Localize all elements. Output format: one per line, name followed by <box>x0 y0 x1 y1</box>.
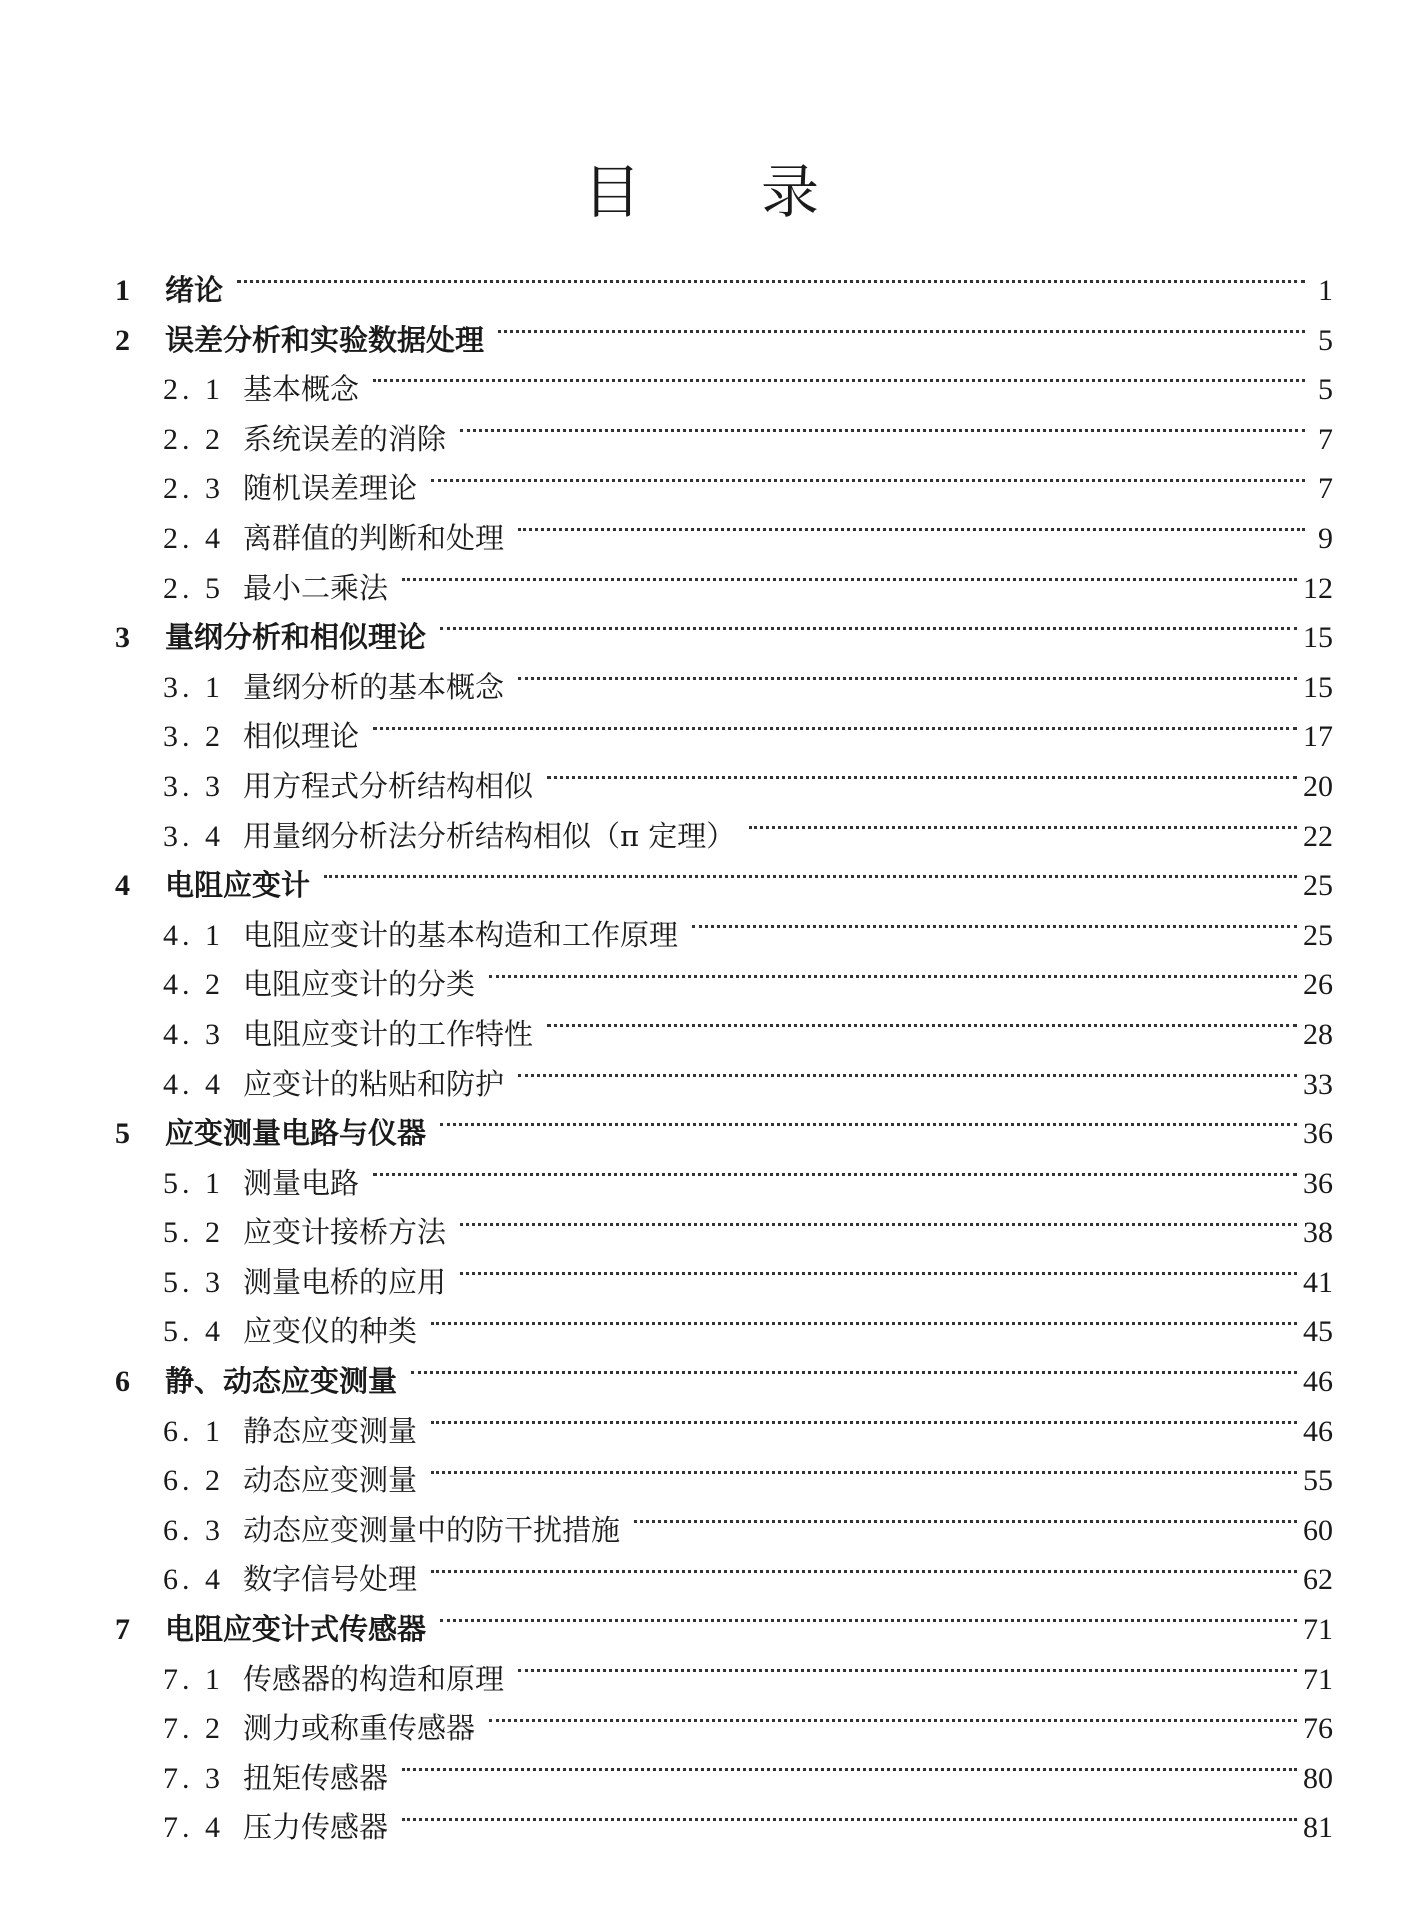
toc-entry-title: 用方程式分析结构相似 <box>243 768 534 803</box>
dot-leader <box>431 1471 1297 1474</box>
toc-entry-page-number: 22 <box>1303 819 1333 853</box>
toc-chapter-entry[interactable] <box>115 266 1333 316</box>
dot-leader <box>402 1818 1297 1821</box>
toc-entry-number: 2. 1 <box>163 373 224 407</box>
toc-entry-title: 系统误差的消除 <box>243 421 447 456</box>
toc-entry-number: 2. 4 <box>163 521 224 555</box>
toc-entry-title: 数字信号处理 <box>243 1562 418 1597</box>
dot-leader <box>411 1371 1297 1374</box>
toc-entry-page-number: 60 <box>1303 1513 1333 1547</box>
toc-entry-number: 3. 1 <box>163 670 224 704</box>
dot-leader <box>547 776 1297 779</box>
toc-chapter-entry[interactable] <box>115 316 1333 366</box>
toc-section-entry[interactable] <box>115 960 1333 1010</box>
toc-entry-title: 量纲分析的基本概念 <box>243 669 505 704</box>
dot-leader <box>692 925 1297 928</box>
toc-chapter-entry[interactable] <box>115 1605 1333 1655</box>
toc-entry-page-number: 81 <box>1303 1811 1333 1845</box>
toc-entry-number: 6. 1 <box>163 1414 224 1448</box>
toc-entry-title: 测量电路 <box>243 1165 360 1200</box>
toc-entry-title: 离群值的判断和处理 <box>243 520 505 555</box>
toc-entry-title: 应变测量电路与仪器 <box>165 1116 427 1151</box>
toc-entry-page-number: 1 <box>1318 274 1333 307</box>
toc-entry-title: 电阻应变计的基本构造和工作原理 <box>243 917 679 952</box>
toc-entry-number: 6. 4 <box>163 1563 224 1597</box>
toc-entry-page-number: 46 <box>1303 1365 1333 1399</box>
toc-entry-title: 电阻应变计的工作特性 <box>243 1016 534 1051</box>
toc-entry-number: 4. 4 <box>163 1067 224 1101</box>
toc-entry-page-number: 7 <box>1318 472 1333 506</box>
toc-section-entry[interactable] <box>115 514 1333 564</box>
dot-leader <box>518 1074 1297 1077</box>
toc-entry-number: 7 <box>115 1613 130 1647</box>
toc-entry-page-number: 28 <box>1303 1017 1333 1051</box>
toc-entry-page-number: 36 <box>1303 1166 1333 1200</box>
toc-entry-number: 5. 3 <box>163 1265 224 1299</box>
toc-section-entry[interactable] <box>115 1208 1333 1258</box>
dot-leader <box>402 578 1297 581</box>
dot-leader <box>489 1719 1297 1722</box>
toc-chapter-entry[interactable] <box>115 613 1333 663</box>
page-title: 目录 <box>582 157 939 226</box>
toc-entry-title: 应变仪的种类 <box>243 1314 418 1349</box>
toc-entry-page-number: 33 <box>1303 1067 1333 1101</box>
toc-entry-number: 4. 1 <box>163 918 224 952</box>
toc-section-entry[interactable] <box>115 1258 1333 1308</box>
toc-entry-title: 电阻应变计式传感器 <box>165 1612 427 1647</box>
toc-entry-number: 4. 2 <box>163 968 224 1002</box>
toc-entry-page-number: 71 <box>1303 1662 1333 1696</box>
toc-entry-page-number: 5 <box>1318 323 1333 357</box>
dot-leader <box>749 826 1297 829</box>
toc-section-entry[interactable] <box>115 1704 1333 1754</box>
toc-entry-number: 5. 1 <box>163 1166 224 1200</box>
toc-entry-page-number: 26 <box>1303 968 1333 1002</box>
toc-entry-number: 3. 2 <box>163 720 224 754</box>
toc-entry-number: 3. 4 <box>163 819 224 853</box>
toc-entry-title: 绪论 <box>165 273 224 307</box>
toc-entry-number: 2. 2 <box>163 422 224 456</box>
toc-section-entry[interactable] <box>115 1655 1333 1705</box>
toc-entry-page-number: 46 <box>1303 1414 1333 1448</box>
toc-entry-number: 2. 3 <box>163 472 224 506</box>
toc-section-entry[interactable] <box>115 1307 1333 1357</box>
dot-leader <box>489 975 1297 978</box>
toc-entry-page-number: 15 <box>1303 670 1333 704</box>
toc-chapter-entry[interactable] <box>115 1357 1333 1407</box>
dot-leader <box>373 379 1305 382</box>
toc-entry-title: 应变计接桥方法 <box>243 1215 447 1250</box>
toc-section-entry[interactable] <box>115 1754 1333 1804</box>
toc-section-entry[interactable] <box>115 1407 1333 1457</box>
toc-entry-title: 误差分析和实验数据处理 <box>165 322 485 357</box>
toc-entry-title: 应变计的粘贴和防护 <box>243 1066 505 1101</box>
toc-entry-number: 2. 5 <box>163 571 224 605</box>
table-of-contents <box>115 266 1333 1853</box>
toc-entry-title: 电阻应变计的分类 <box>243 967 476 1002</box>
toc-entry-number: 2 <box>115 323 130 357</box>
toc-entry-page-number: 25 <box>1303 869 1333 903</box>
toc-entry-title: 基本概念 <box>243 372 360 407</box>
toc-entry-page-number: 38 <box>1303 1216 1333 1250</box>
toc-entry-title: 扭矩传感器 <box>243 1760 389 1795</box>
dot-leader <box>431 479 1305 482</box>
toc-section-entry[interactable] <box>115 911 1333 961</box>
toc-entry-number: 7. 2 <box>163 1712 224 1746</box>
toc-entry-page-number: 17 <box>1303 720 1333 754</box>
dot-leader <box>518 1669 1297 1672</box>
toc-section-entry[interactable] <box>115 415 1333 465</box>
toc-entry-number: 6. 2 <box>163 1464 224 1498</box>
toc-entry-page-number: 80 <box>1303 1761 1333 1795</box>
toc-entry-title: 动态应变测量 <box>243 1463 418 1498</box>
dot-leader <box>431 1322 1297 1325</box>
toc-section-entry[interactable] <box>115 564 1333 614</box>
toc-entry-page-number: 45 <box>1303 1315 1333 1349</box>
toc-section-entry[interactable] <box>115 762 1333 812</box>
toc-entry-page-number: 41 <box>1303 1265 1333 1299</box>
toc-entry-number: 1 <box>115 274 130 307</box>
toc-entry-number: 3. 3 <box>163 769 224 803</box>
toc-entry-number: 4. 3 <box>163 1017 224 1051</box>
toc-entry-page-number: 55 <box>1303 1464 1333 1498</box>
dot-leader <box>373 1173 1297 1176</box>
toc-section-entry[interactable] <box>115 1555 1333 1605</box>
dot-leader <box>634 1520 1297 1523</box>
toc-entry-number: 3 <box>115 621 130 655</box>
toc-entry-title: 静、动态应变测量 <box>165 1364 398 1399</box>
toc-entry-number: 6. 3 <box>163 1513 224 1547</box>
toc-entry-title: 测量电桥的应用 <box>243 1264 447 1299</box>
toc-entry-title: 静态应变测量 <box>243 1413 418 1448</box>
toc-entry-title: 用量纲分析法分析结构相似（π 定理） <box>243 818 736 853</box>
dot-leader <box>431 1570 1297 1573</box>
toc-section-entry[interactable] <box>115 812 1333 862</box>
toc-section-entry[interactable] <box>115 1506 1333 1556</box>
toc-entry-title: 电阻应变计 <box>165 868 311 903</box>
toc-entry-page-number: 7 <box>1318 422 1333 456</box>
toc-section-entry[interactable] <box>115 1159 1333 1209</box>
toc-entry-page-number: 15 <box>1303 621 1333 655</box>
toc-section-entry[interactable] <box>115 663 1333 713</box>
toc-entry-page-number: 71 <box>1303 1613 1333 1647</box>
dot-leader <box>431 1421 1297 1424</box>
toc-entry-title: 随机误差理论 <box>243 471 418 506</box>
toc-entry-number: 6 <box>115 1365 130 1399</box>
toc-entry-page-number: 20 <box>1303 769 1333 803</box>
toc-entry-number: 7. 4 <box>163 1811 224 1845</box>
toc-section-entry[interactable] <box>115 1456 1333 1506</box>
toc-entry-title: 传感器的构造和原理 <box>243 1661 505 1696</box>
dot-leader <box>460 429 1305 432</box>
toc-entry-page-number: 5 <box>1318 373 1333 407</box>
dot-leader <box>402 1768 1297 1771</box>
toc-entry-number: 7. 3 <box>163 1761 224 1795</box>
toc-entry-title: 压力传感器 <box>243 1810 389 1845</box>
toc-entry-number: 7. 1 <box>163 1662 224 1696</box>
dot-leader <box>237 280 1305 283</box>
toc-section-entry[interactable] <box>115 712 1333 762</box>
toc-entry-title: 量纲分析和相似理论 <box>165 620 427 655</box>
toc-entry-title: 相似理论 <box>243 719 360 754</box>
toc-entry-number: 5 <box>115 1117 130 1151</box>
toc-chapter-entry[interactable] <box>115 1109 1333 1159</box>
toc-entry-page-number: 76 <box>1303 1712 1333 1746</box>
dot-leader <box>547 1024 1297 1027</box>
dot-leader <box>324 875 1297 878</box>
toc-entry-title: 动态应变测量中的防干扰措施 <box>243 1512 621 1547</box>
dot-leader <box>460 1223 1297 1226</box>
dot-leader <box>373 727 1297 730</box>
toc-entry-page-number: 25 <box>1303 918 1333 952</box>
toc-entry-title: 测力或称重传感器 <box>243 1711 476 1746</box>
dot-leader <box>518 677 1297 680</box>
toc-entry-page-number: 36 <box>1303 1117 1333 1151</box>
toc-entry-number: 5. 4 <box>163 1315 224 1349</box>
toc-section-entry[interactable] <box>115 1010 1333 1060</box>
toc-entry-title: 最小二乘法 <box>243 570 389 605</box>
dot-leader <box>460 1272 1297 1275</box>
dot-leader <box>440 627 1297 630</box>
toc-entry-page-number: 62 <box>1303 1563 1333 1597</box>
dot-leader <box>518 528 1305 531</box>
toc-entry-number: 5. 2 <box>163 1216 224 1250</box>
toc-entry-page-number: 9 <box>1318 521 1333 555</box>
dot-leader <box>498 330 1305 333</box>
toc-section-entry[interactable] <box>115 1803 1333 1853</box>
toc-entry-page-number: 12 <box>1303 571 1333 605</box>
dot-leader <box>440 1123 1297 1126</box>
toc-entry-number: 4 <box>115 869 130 903</box>
toc-chapter-entry[interactable] <box>115 861 1333 911</box>
toc-section-entry[interactable] <box>115 365 1333 415</box>
toc-section-entry[interactable] <box>115 1060 1333 1110</box>
toc-section-entry[interactable] <box>115 464 1333 514</box>
dot-leader <box>440 1619 1297 1622</box>
